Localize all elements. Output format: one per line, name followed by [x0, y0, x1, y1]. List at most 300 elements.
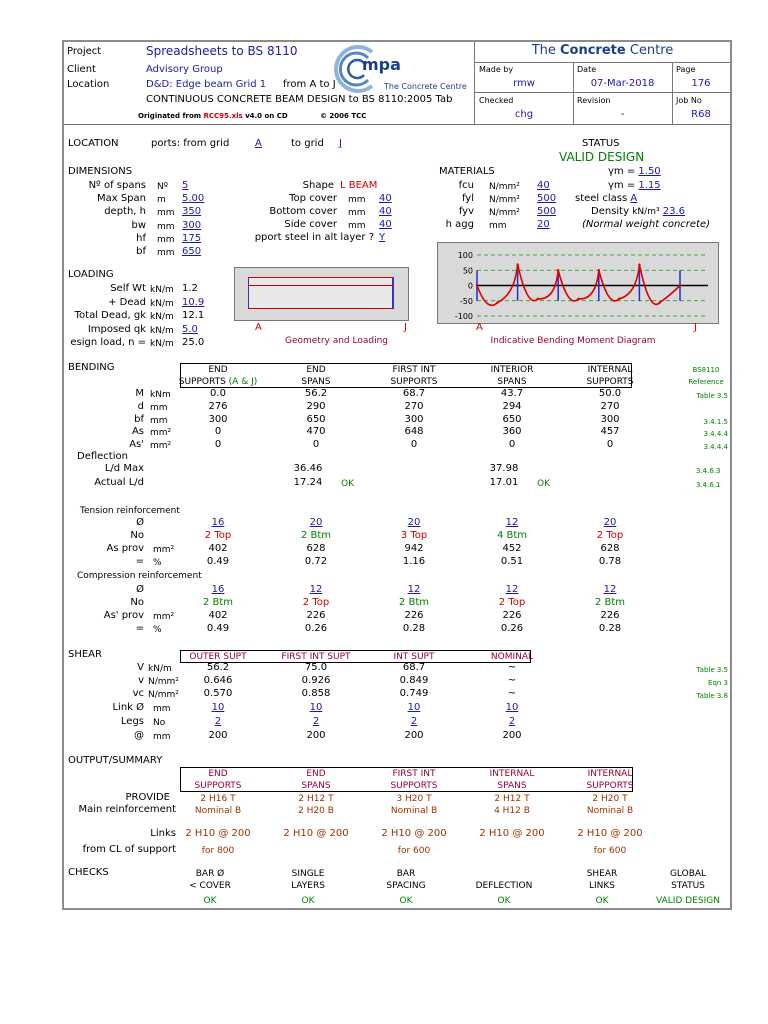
shape-value: L BEAM: [340, 180, 378, 191]
centre-bold: Concrete: [560, 43, 626, 58]
bmd-point: [659, 301, 661, 303]
check-header-2: DEFLECTION: [475, 881, 533, 891]
material-value[interactable]: 500: [537, 206, 557, 217]
check-header-2: LINKS: [588, 881, 615, 891]
shear-cell: 0.926: [301, 675, 331, 686]
made-by-value: rmw: [513, 78, 535, 89]
reinf-cell: 0.28: [402, 623, 426, 634]
made-by-label: Made by: [479, 65, 514, 74]
shear-extra-cell[interactable]: 2: [214, 716, 222, 727]
cover-value[interactable]: 40: [379, 193, 392, 204]
load-unit: kN/m: [150, 312, 174, 322]
bending-col-header-2: [173, 376, 263, 388]
load-value[interactable]: 5.0: [182, 323, 198, 335]
ld-max-end-span: 36.46: [293, 463, 323, 474]
job-label: Job No: [676, 96, 702, 105]
provide-cell: 2 H16 T: [200, 794, 236, 804]
reinf-row-label: =: [135, 556, 144, 567]
reinf-cell: 452: [502, 543, 522, 554]
dim-value[interactable]: 300: [182, 219, 202, 231]
shear-label: SHEAR: [68, 649, 102, 660]
actual-ld-end-span: 17.24: [293, 477, 323, 488]
checked-value: chg: [514, 109, 534, 120]
dim-label: depth, h: [104, 206, 146, 218]
shear-extra-cell: 200: [404, 730, 424, 741]
links-cell: 2 H10 @ 200: [381, 828, 447, 839]
bending-cell: 300: [404, 413, 424, 425]
reinf-cell: 0.78: [598, 556, 622, 567]
bmd-point: [679, 284, 681, 286]
bending-cell: 270: [600, 400, 620, 412]
output-col-header-1: END: [306, 769, 326, 779]
location-value: D&D: Edge beam Grid 1: [146, 79, 267, 90]
bending-cell: 0: [508, 439, 516, 451]
reinf-cell: 2 Top: [596, 530, 624, 541]
logo-text: mpa: [362, 55, 401, 74]
density-label: Density: [591, 206, 630, 217]
reinf-cell[interactable]: 20: [407, 517, 421, 528]
check-status: OK: [203, 896, 217, 906]
bending-col-header-2: SUPPORTS: [586, 377, 634, 387]
provide-cell: 2 H20 T: [592, 794, 628, 804]
bending-row-label: M: [135, 388, 144, 399]
reinf-cell: 628: [306, 543, 326, 554]
shear-col-header: INT SUPT: [393, 652, 435, 662]
load-label: + Dead: [108, 296, 146, 308]
loading-label: LOADING: [68, 269, 114, 280]
shear-extra-label: Legs: [120, 716, 144, 727]
bending-cell: 294: [502, 400, 522, 412]
shear-col-header: OUTER SUPT: [189, 652, 247, 662]
bending-cell: 650: [502, 413, 522, 425]
reinf-cell: 226: [404, 610, 424, 621]
bending-row-label: d: [137, 400, 144, 412]
shear-extra-cell: 200: [502, 730, 522, 741]
shear-extra-unit: mm: [153, 704, 171, 714]
bending-ref: 3.4.1.5: [703, 417, 728, 426]
shear-extra-cell: 200: [306, 730, 326, 741]
dim-unit: Nº: [157, 182, 168, 192]
geometry-right-label: J: [404, 322, 407, 333]
bending-row-label: bf: [134, 413, 144, 425]
shear-ref: Eqn 3: [708, 679, 728, 687]
steel-class-value[interactable]: A: [630, 193, 638, 204]
to-grid-value[interactable]: J: [339, 138, 342, 149]
shear-extra-cell[interactable]: 10: [407, 702, 421, 713]
bending-cell: 300: [600, 413, 620, 425]
ref-actual: 3.4.6.1: [696, 481, 721, 489]
density: [591, 206, 685, 218]
bending-row-unit: mm: [150, 402, 168, 413]
reinf-cell: 226: [502, 610, 522, 621]
dim-value[interactable]: 650: [182, 246, 202, 257]
checked-label: Checked: [479, 96, 514, 105]
bmd-point: [516, 263, 518, 265]
bending-label: BENDING: [68, 362, 115, 373]
origin-prefix: Originated from: [138, 112, 202, 120]
dim-value[interactable]: 350: [182, 206, 202, 218]
bending-cell: 0: [214, 426, 222, 438]
from-cl-cell: for 600: [397, 846, 431, 856]
steel-class: [575, 193, 637, 205]
reinf-row-label: Ø: [136, 517, 144, 528]
status-label: STATUS: [582, 138, 620, 149]
actual-ld-int-span: 17.01: [489, 477, 519, 488]
dim-label: Max Span: [96, 193, 146, 205]
load-value: 25.0: [182, 337, 205, 348]
bmd-point: [496, 301, 498, 303]
location-suffix: from A to J: [283, 79, 336, 90]
actual-ld-int-ok: OK: [537, 479, 550, 489]
bending-cell: 650: [306, 413, 326, 425]
shear-row-label: V: [137, 662, 144, 673]
bending-cell: 648: [404, 426, 424, 438]
ref-ldmax: 3.4.6.3: [696, 467, 721, 475]
client-label: Client: [67, 64, 96, 75]
reinf-row-label: As prov: [106, 543, 144, 554]
material-unit: N/mm²: [489, 208, 520, 218]
reinf-cell: 0.28: [598, 623, 622, 634]
dim-unit: mm: [157, 248, 175, 258]
check-status: VALID DESIGN: [656, 896, 720, 906]
load-unit: kN/m: [150, 325, 174, 336]
load-value: 12.1: [182, 310, 205, 321]
reinf-row-label: No: [130, 597, 144, 608]
shear-cell: ~: [507, 662, 517, 673]
bending-col-header-1: INTERNAL: [587, 365, 633, 375]
shear-extra-label: @: [134, 730, 144, 741]
ports-label: ports: from grid: [151, 138, 230, 149]
bending-cell: 56.2: [304, 388, 328, 399]
material-label: fyl: [461, 193, 474, 204]
centre-post: Centre: [625, 43, 674, 58]
shear-row-unit: kN/m: [148, 664, 172, 674]
origin-line: [138, 110, 288, 122]
dim-unit: mm: [157, 221, 175, 232]
tension-label: Tension reinforcement: [80, 506, 180, 516]
bending-col-header-1: INTERIOR: [490, 365, 534, 375]
reinf-cell[interactable]: 12: [505, 517, 519, 528]
material-value[interactable]: 20: [537, 219, 550, 230]
header-supports: SUPPORTS: [178, 377, 229, 387]
output-col-header-2: SUPPORTS: [586, 781, 634, 791]
reinf-cell: 402: [208, 543, 228, 554]
reinf-row-label: =: [135, 623, 144, 634]
bending-cell: 68.7: [402, 388, 426, 399]
reinf-cell: 942: [404, 543, 424, 554]
reinf-cell: 0.26: [500, 623, 524, 634]
gamma-m2: [608, 180, 661, 192]
reinf-cell: 2 Btm: [202, 597, 234, 608]
deflection-label: Deflection: [77, 451, 128, 462]
output-col-header-1: INTERNAL: [489, 769, 535, 779]
main-reinf-cell: 2 H20 B: [298, 806, 334, 816]
bmd-y-tick: 0: [467, 281, 473, 291]
cover-label: pport steel in alt layer ?: [254, 232, 374, 243]
provide-label: PROVIDE: [125, 792, 170, 803]
bmd-point: [577, 298, 579, 300]
shear-ref: Table 3.5: [696, 666, 728, 674]
origin-version: v4.0 on CD: [245, 112, 288, 120]
dim-value[interactable]: 175: [182, 232, 202, 244]
geometry-caption: Geometry and Loading: [284, 336, 389, 346]
page-label: Page: [676, 65, 696, 74]
date-label: Date: [577, 65, 597, 74]
shear-extra-cell[interactable]: 2: [410, 716, 418, 727]
reinf-cell: 1.16: [402, 556, 426, 567]
reinf-cell: 0.49: [206, 623, 230, 634]
bmd-y-tick: -100: [454, 312, 473, 321]
main-reinf-cell: Nominal B: [194, 806, 242, 816]
gamma-m2-value[interactable]: 1.15: [638, 180, 661, 191]
bending-row-label: As': [129, 439, 144, 451]
geometry-left-label: A: [255, 322, 262, 333]
shear-extra-cell: 200: [208, 730, 228, 741]
checks-label: CHECKS: [68, 867, 109, 878]
gamma-m1: [608, 166, 661, 178]
check-header-1: GLOBAL: [669, 869, 707, 879]
check-header-2: STATUS: [671, 881, 705, 891]
dim-label: hf: [136, 232, 146, 244]
bending-cell: 50.0: [598, 388, 622, 399]
shear-row-unit: N/mm²: [148, 690, 179, 700]
material-label: fcu: [458, 180, 474, 191]
bending-col-header-1: END: [208, 365, 228, 375]
project-label: Project: [67, 46, 102, 57]
actual-ld-label: Actual L/d: [94, 477, 144, 488]
shear-row-label: vc: [132, 688, 144, 699]
bmd-point: [598, 269, 600, 271]
shear-cell: 0.858: [301, 688, 331, 699]
shear-cell: ~: [507, 688, 517, 699]
bmd-y-tick: 100: [457, 251, 473, 260]
output-col-header-1: FIRST INT: [392, 769, 436, 779]
bending-ref: Table 3.5: [696, 392, 728, 400]
reinf-cell[interactable]: 20: [309, 517, 323, 528]
shear-extra-label: Link Ø: [112, 702, 144, 713]
client-value: Advisory Group: [146, 64, 223, 75]
sheet-title: CONTINUOUS CONCRETE BEAM DESIGN to BS 8110:2005 Tab: [146, 94, 453, 105]
bending-cell: 457: [600, 426, 620, 438]
bmd-title: Indicative Bending Moment Diagram: [490, 336, 656, 346]
bending-ref: 3.4.4.4: [703, 430, 728, 439]
gamma-m1-value[interactable]: 1.50: [638, 166, 661, 177]
shear-extra-cell[interactable]: 2: [508, 716, 516, 727]
cover-unit: mm: [348, 208, 366, 218]
check-status: OK: [399, 896, 413, 906]
bending-row-label: As: [131, 426, 144, 438]
shear-extra-cell[interactable]: 2: [312, 716, 320, 727]
bending-cell: 0: [410, 439, 418, 451]
reinf-cell[interactable]: 12: [505, 584, 519, 595]
shear-extra-cell[interactable]: 10: [309, 702, 323, 713]
provide-cell: 2 H12 T: [298, 794, 334, 804]
shear-col-header: FIRST INT SUPT: [281, 652, 351, 662]
reinf-cell: 2 Top: [498, 597, 526, 608]
check-header-1: BAR Ø: [195, 869, 225, 879]
centre-pre: The: [531, 43, 560, 58]
output-col-header-1: INTERNAL: [587, 769, 633, 779]
load-label: Imposed qk: [87, 323, 146, 335]
reinf-cell: 402: [208, 610, 228, 621]
reinf-cell[interactable]: 12: [603, 584, 617, 595]
check-header-1: SINGLE: [291, 869, 325, 879]
reinf-cell[interactable]: 20: [603, 517, 617, 528]
dim-unit: mm: [157, 234, 175, 245]
compression-label: Compression reinforcement: [77, 571, 202, 581]
output-col-header-2: SPANS: [301, 781, 331, 791]
cover-value[interactable]: Y: [379, 232, 386, 243]
bending-cell: 0.0: [210, 388, 226, 399]
dim-unit: mm: [157, 208, 175, 219]
dim-value[interactable]: 5: [182, 180, 189, 191]
output-col-header-1: END: [208, 769, 228, 779]
check-header-2: LAYERS: [291, 881, 325, 891]
ref-title-2: Reference: [688, 378, 724, 386]
output-col-header-2: SUPPORTS: [390, 781, 438, 791]
bmd-point: [618, 298, 620, 300]
bending-ref: 3.4.4.4: [703, 443, 728, 452]
output-col-header-2: SPANS: [497, 781, 527, 791]
material-label: fyv: [458, 206, 474, 217]
bending-col-header-1: END: [306, 365, 326, 375]
from-grid-value[interactable]: A: [255, 138, 262, 149]
to-grid-label: to grid: [291, 138, 324, 149]
bending-cell: 360: [502, 426, 522, 438]
reinf-cell[interactable]: 12: [309, 584, 323, 595]
density-value[interactable]: 23.6: [662, 206, 686, 217]
bending-cell: 300: [208, 413, 228, 425]
shear-ref: Table 3.8: [696, 692, 728, 700]
materials-label: MATERIALS: [439, 166, 495, 177]
reinf-cell[interactable]: 16: [211, 517, 225, 528]
bending-col-header-2: SPANS: [497, 377, 527, 387]
material-unit: N/mm²: [489, 195, 520, 205]
check-status: OK: [497, 896, 511, 906]
bending-row-unit: mm²: [150, 441, 172, 452]
output-label: OUTPUT/SUMMARY: [68, 755, 163, 766]
weight-note: (Normal weight concrete): [582, 219, 711, 230]
reinf-cell: 2 Btm: [594, 597, 626, 608]
bmd-point: [557, 269, 559, 271]
shear-extra-cell[interactable]: 10: [505, 702, 519, 713]
load-label: Total Dead, gk: [74, 310, 146, 321]
reinf-cell: 0.72: [304, 556, 328, 567]
dim-value[interactable]: 5.00: [182, 193, 205, 205]
revision-value: -: [620, 109, 625, 120]
material-unit: mm: [489, 221, 507, 231]
load-label: esign load, n =: [70, 337, 146, 348]
shear-cell: 0.749: [399, 688, 429, 699]
check-status: OK: [301, 896, 315, 906]
shear-cell: 0.646: [203, 675, 233, 686]
shear-cell: 0.849: [399, 675, 429, 686]
shear-cell: 68.7: [402, 662, 426, 673]
links-cell: 2 H10 @ 200: [185, 828, 251, 839]
load-value[interactable]: 10.9: [182, 296, 205, 308]
location-section-label: LOCATION: [68, 138, 119, 149]
reinf-cell[interactable]: 16: [211, 584, 225, 595]
gamma-m1-label: γm =: [608, 166, 636, 177]
reinf-cell: 4 Btm: [496, 530, 528, 541]
reinf-cell: 2 Btm: [300, 530, 332, 541]
reinf-row-label: Ø: [136, 584, 144, 595]
bending-cell: 0: [312, 439, 320, 451]
cover-value[interactable]: 40: [379, 206, 392, 217]
ld-max-int-span: 37.98: [489, 463, 519, 474]
dim-unit: m: [157, 195, 166, 206]
main-reinf-cell: 4 H12 B: [494, 806, 530, 816]
from-cl-cell: for 800: [201, 846, 235, 856]
beam-outline: [248, 277, 394, 309]
reinf-cell: 226: [600, 610, 620, 621]
bending-col-header-2: SPANS: [301, 377, 331, 387]
dim-label: Nº of spans: [88, 180, 146, 191]
shape-label: Shape: [302, 180, 334, 191]
shear-cell: 0.570: [203, 688, 233, 699]
material-value[interactable]: 500: [537, 193, 557, 204]
output-col-header-2: SUPPORTS: [194, 781, 242, 791]
material-unit: N/mm²: [489, 182, 520, 192]
links-label: Links: [150, 828, 176, 839]
provide-cell: 3 H20 T: [396, 794, 432, 804]
reinf-cell[interactable]: 12: [407, 584, 421, 595]
bmd-point: [638, 263, 640, 265]
reinf-row-unit: mm²: [153, 545, 175, 555]
bending-cell: 270: [404, 400, 424, 412]
shear-row-unit: N/mm²: [148, 677, 179, 687]
cover-value[interactable]: 40: [379, 219, 392, 230]
ref-title-1: BS8110: [692, 366, 720, 374]
reinf-row-unit: %: [153, 558, 162, 568]
main-reinf-cell: Nominal B: [586, 806, 634, 816]
bmd-y-tick: 50: [462, 266, 473, 276]
reinf-cell: 0.51: [500, 556, 524, 567]
reinf-row-unit: %: [153, 625, 162, 635]
provide-cell: 2 H12 T: [494, 794, 530, 804]
bending-cell: 290: [306, 400, 326, 412]
shear-row-label: v: [138, 675, 144, 686]
reinf-cell: 2 Top: [204, 530, 232, 541]
centre-title: [475, 45, 730, 57]
origin-file: RCC95.xls: [203, 112, 243, 120]
reinf-cell: 0.26: [304, 623, 328, 634]
bending-cell: 0: [214, 439, 222, 451]
bending-col-header-2: SUPPORTS: [390, 377, 438, 387]
check-header-2: SPACING: [386, 881, 426, 891]
cover-label: Top cover: [289, 193, 337, 204]
check-header-1: BAR: [396, 869, 416, 879]
main-reinf-label: Main reinforcement: [78, 804, 176, 815]
check-status: OK: [595, 896, 609, 906]
gamma-m2-label: γm =: [608, 180, 636, 191]
dim-label: bw: [131, 219, 146, 231]
material-value[interactable]: 40: [537, 180, 550, 191]
links-cell: 2 H10 @ 200: [577, 828, 643, 839]
cover-label: Side cover: [284, 219, 337, 230]
bending-cell: 276: [208, 400, 228, 412]
load-line: [248, 285, 394, 286]
bmd-point: [476, 284, 478, 286]
shear-extra-cell[interactable]: 10: [211, 702, 225, 713]
bending-cell: 43.7: [500, 388, 524, 399]
material-label: h agg: [445, 219, 474, 230]
load-unit: kN/m: [150, 285, 174, 295]
load-label: Self Wt: [110, 283, 146, 294]
reinf-cell: 2 Top: [302, 597, 330, 608]
bmd-chart: [437, 242, 719, 324]
reinf-cell: 226: [306, 610, 326, 621]
